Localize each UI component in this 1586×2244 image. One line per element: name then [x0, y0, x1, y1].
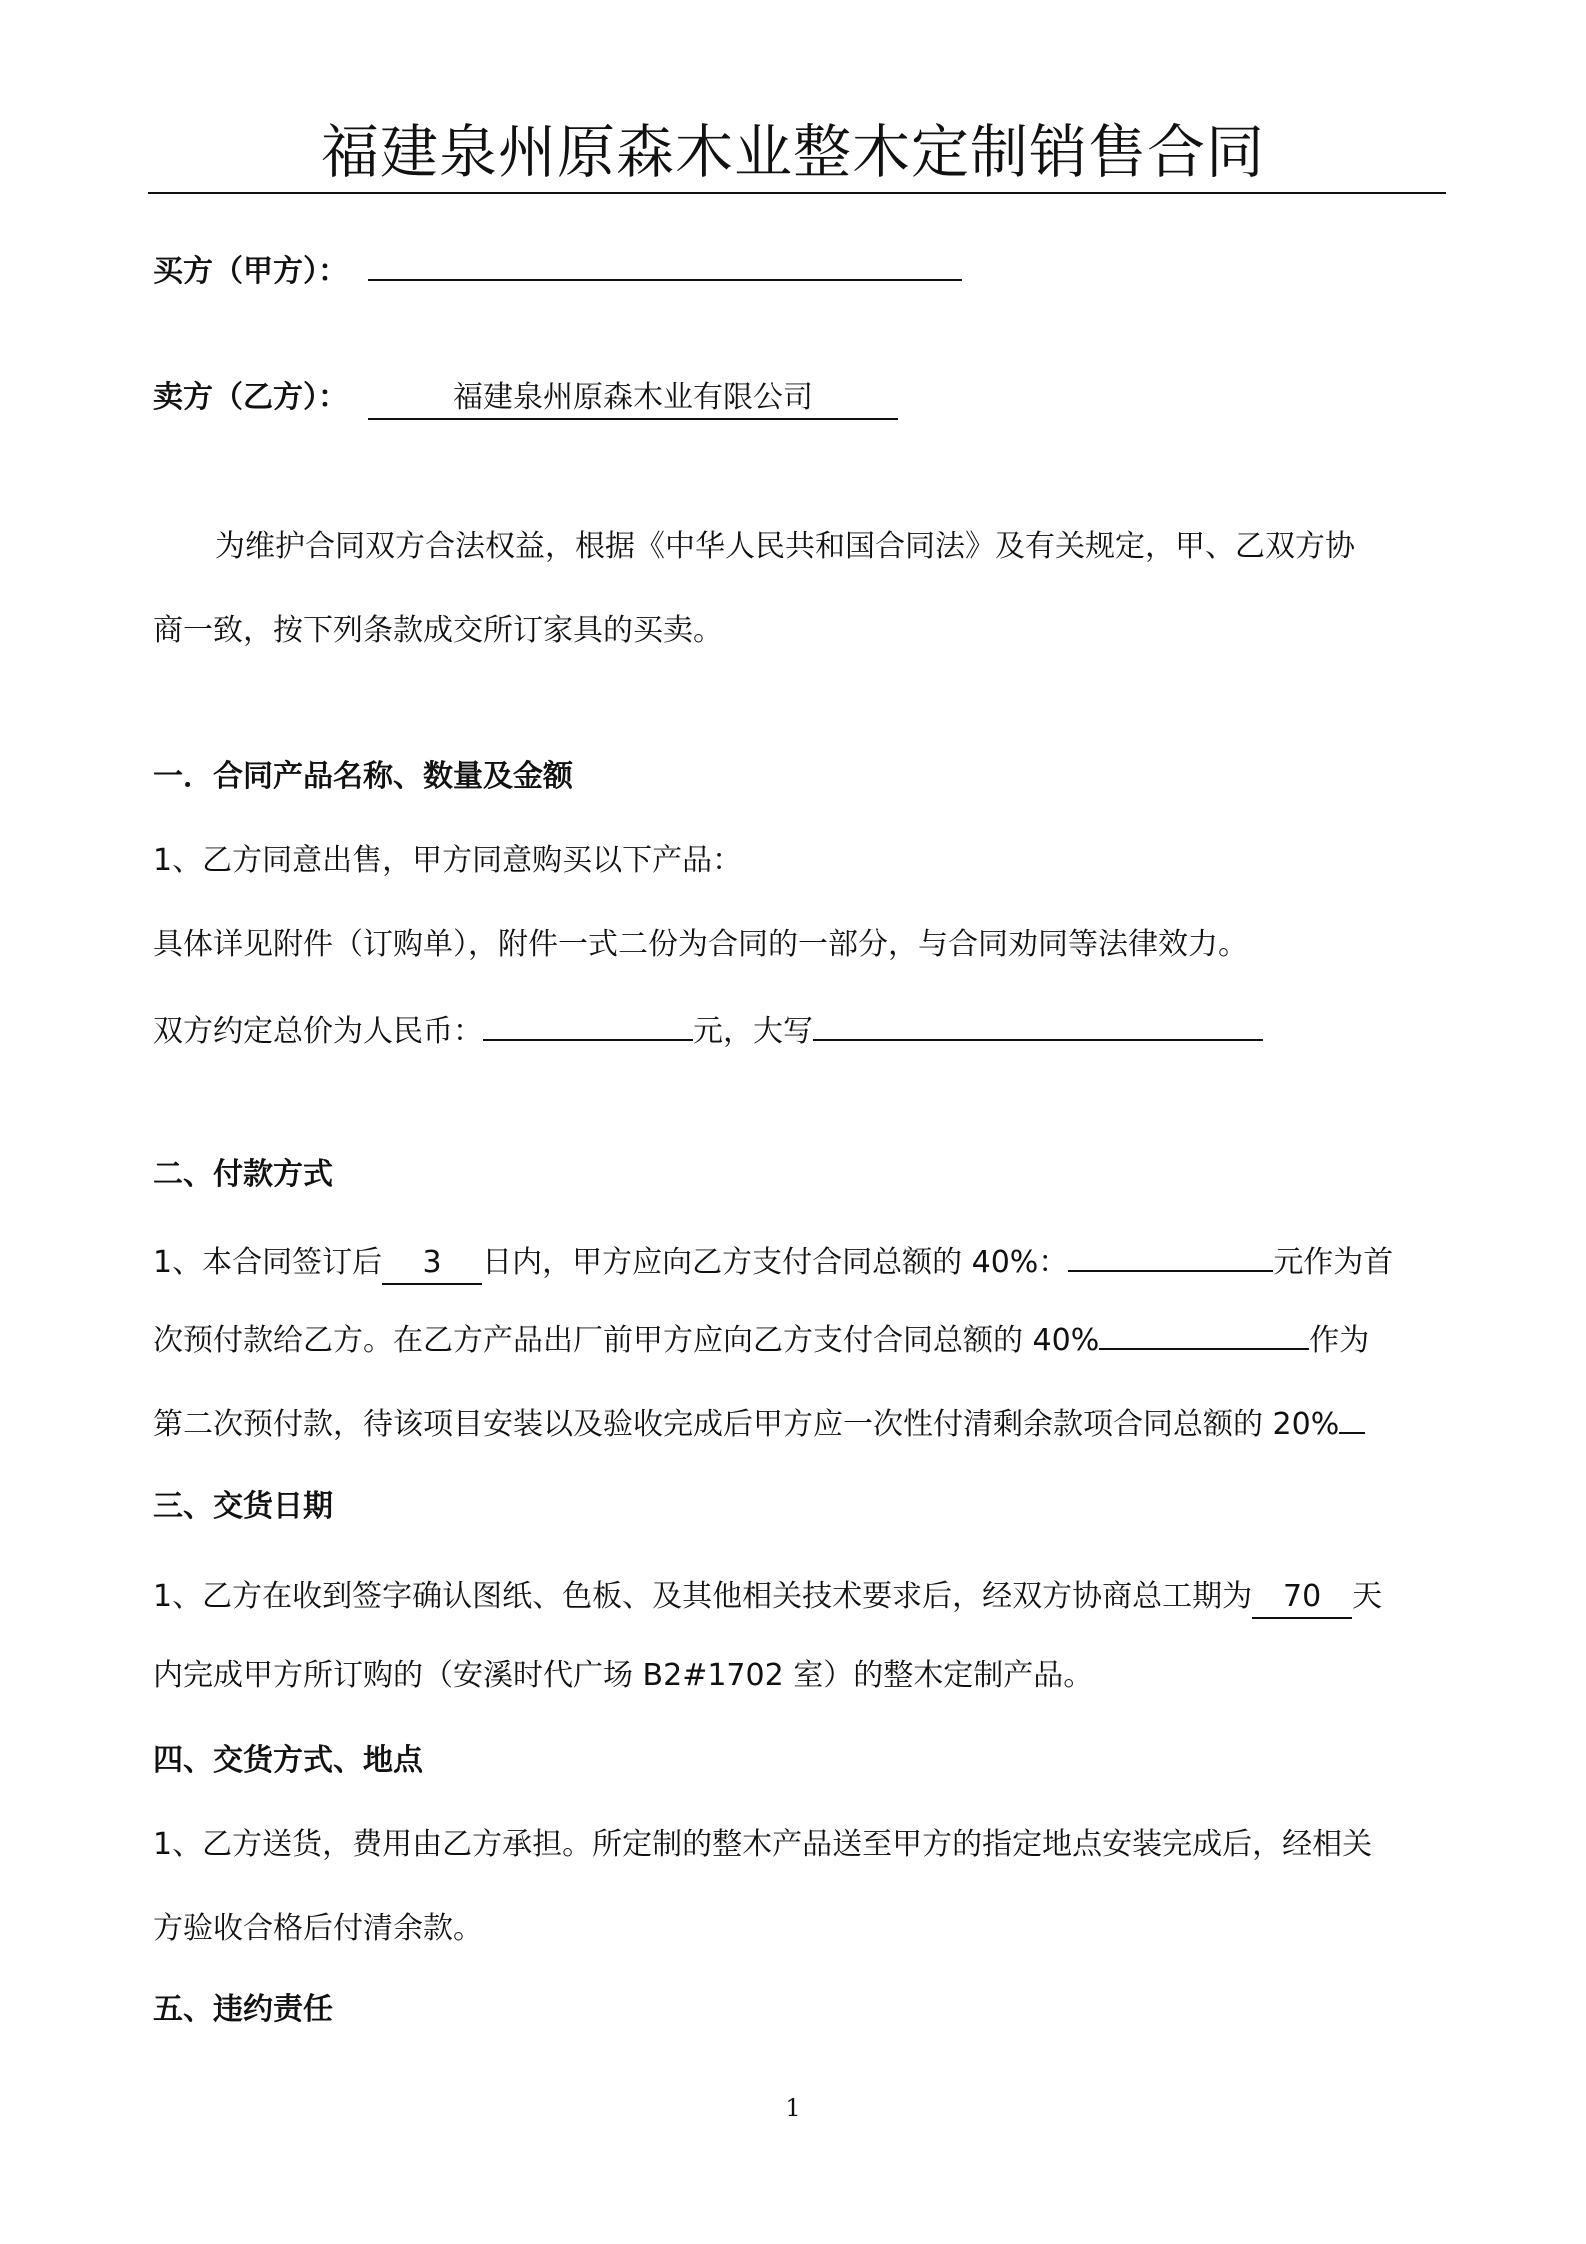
- delivery-date-prefix: 1、乙方在收到签字确认图纸、色板、及其他相关技术要求后，经双方协商总工期为: [153, 1579, 1253, 1614]
- delivery-method-line-1: 1、乙方送货，费用由乙方承担。所定制的整木产品送至甲方的指定地点安装完成后，经相关: [153, 1827, 1373, 1862]
- total-price-unit: 元，大写: [693, 1014, 813, 1049]
- payment-line-1-suffix: 元作为首: [1273, 1245, 1394, 1280]
- first-payment-field[interactable]: [1068, 1240, 1273, 1272]
- payment-line-2-suffix: 作为: [1309, 1323, 1370, 1358]
- total-price-words-field[interactable]: [813, 1009, 1263, 1041]
- payment-days-field[interactable]: 3: [382, 1243, 482, 1285]
- delivery-method-line-2: 方验收合格后付清余款。: [153, 1911, 483, 1946]
- buyer-field[interactable]: [368, 279, 962, 281]
- payment-line-3-text: 第二次预付款，待该项目安装以及验收完成后甲方应一次性付清剩余款项合同总额的 20%: [153, 1407, 1340, 1442]
- section-2-heading: 二、付款方式: [153, 1157, 333, 1192]
- payment-line-3: [153, 1402, 1365, 1445]
- page-number: 1: [785, 2094, 801, 2122]
- second-payment-field[interactable]: [1099, 1318, 1309, 1350]
- total-price-field[interactable]: [483, 1009, 693, 1041]
- delivery-date-suffix: 天: [1352, 1579, 1383, 1614]
- buyer-label: 买方（甲方）：: [153, 254, 348, 289]
- total-price-label: 双方约定总价为人民币：: [153, 1014, 483, 1049]
- title-divider: [148, 192, 1446, 194]
- total-price-row: [153, 1009, 1263, 1052]
- delivery-date-line-2: 内完成甲方所订购的（安溪时代广场 B2#1702 室）的整木定制产品。: [153, 1658, 1094, 1693]
- seller-label: 卖方（乙方）：: [153, 380, 348, 415]
- payment-line-2-prefix: 次预付款给乙方。在乙方产品出厂前甲方应向乙方支付合同总额的 40%: [153, 1323, 1100, 1358]
- document-title: 福建泉州原森木业整木定制销售合同: [320, 118, 1265, 186]
- payment-line-1-prefix: 1、本合同签订后: [153, 1245, 383, 1280]
- section-4-heading: 四、交货方式、地点: [153, 1743, 423, 1778]
- section-1-heading: 一．合同产品名称、数量及金额: [153, 759, 573, 794]
- payment-line-1-middle: 日内，甲方应向乙方支付合同总额的 40%：: [482, 1245, 1069, 1280]
- seller-row: [153, 378, 898, 420]
- section-5-heading: 五、违约责任: [153, 1992, 333, 2027]
- section-1-detail: 具体详见附件（订购单），附件一式二份为合同的一部分，与合同劝同等法律效力。: [153, 927, 1248, 962]
- construction-days-field[interactable]: 70: [1252, 1577, 1352, 1619]
- payment-line-2: [153, 1318, 1369, 1361]
- intro-line-2: 商一致，按下列条款成交所订家具的买卖。: [153, 613, 723, 648]
- payment-line-1: [153, 1240, 1393, 1285]
- section-1-item-1: 1、乙方同意出售，甲方同意购买以下产品：: [153, 843, 743, 878]
- delivery-date-line-1: [153, 1577, 1382, 1619]
- seller-field[interactable]: 福建泉州原森木业有限公司: [368, 378, 898, 420]
- section-3-heading: 三、交货日期: [153, 1489, 333, 1524]
- final-payment-field[interactable]: [1339, 1402, 1365, 1434]
- intro-line-1: 为维护合同双方合法权益，根据《中华人民共和国合同法》及有关规定，甲、乙双方协: [215, 529, 1355, 564]
- buyer-row: [153, 252, 962, 292]
